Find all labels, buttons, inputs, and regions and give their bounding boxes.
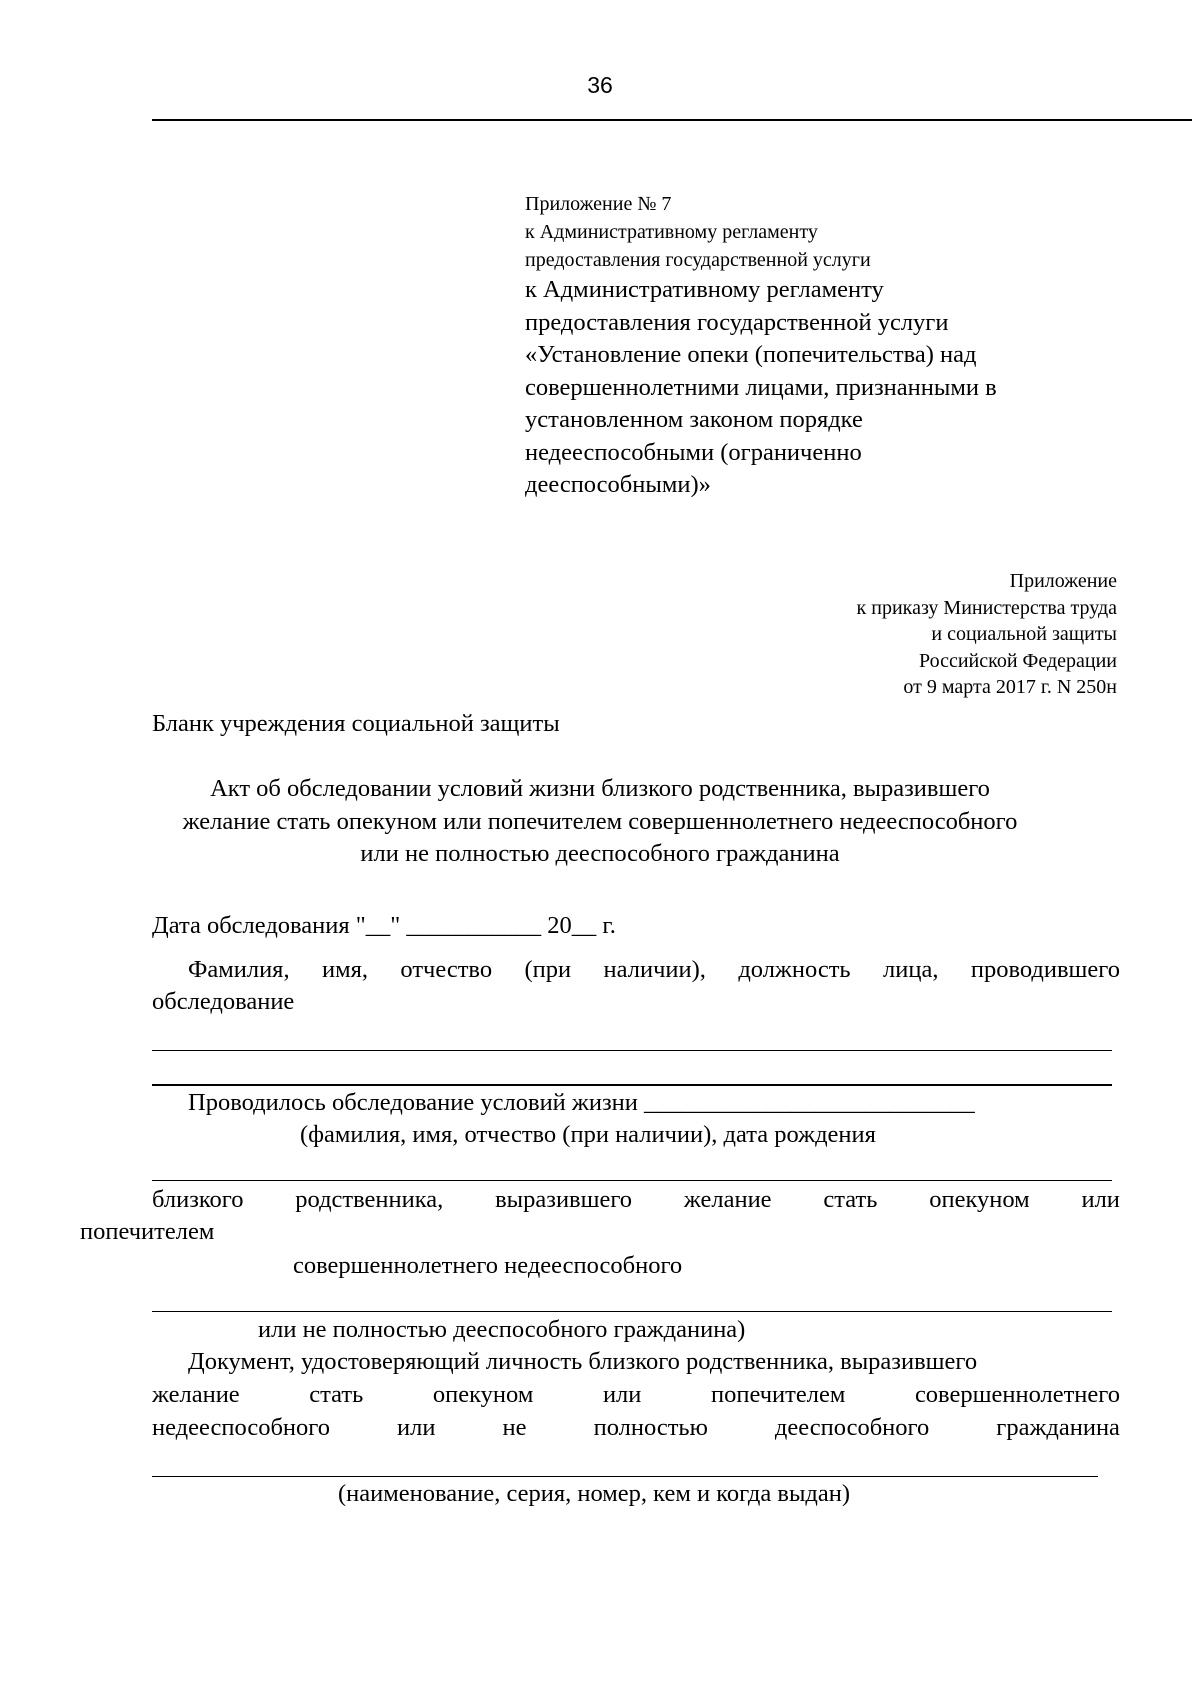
word: совершеннолетнего — [914, 1381, 1120, 1408]
order-line: от 9 марта 2017 г. N 250н — [903, 676, 1117, 698]
word: лица, — [883, 956, 939, 983]
word: желание — [683, 1186, 772, 1213]
word: или — [602, 1381, 642, 1408]
appendix-line: «Установление опеки (попечительства) над — [525, 341, 977, 368]
order-line: к приказу Министерства труда — [856, 596, 1117, 619]
citizen-caption: или не полностью дееспособного гражданина) — [258, 1316, 746, 1343]
appendix-7-block — [525, 190, 997, 502]
word: стать — [309, 1381, 364, 1408]
act-title-line: Акт об обследовании условий жизни близкого родственника, выразившего — [210, 775, 990, 802]
appendix-line: недееспособными (ограниченно — [525, 438, 862, 466]
inspector-line-2: обследование — [152, 988, 295, 1015]
word: близкого — [152, 1186, 244, 1213]
order-line: и социальной защиты — [931, 623, 1117, 645]
word: наличии), — [603, 956, 706, 983]
conducted-line: Проводилось обследование условий жизни ___________________________ — [188, 1089, 975, 1116]
conducted-caption: (фамилия, имя, отчество (при наличии), дата рождения — [300, 1121, 876, 1148]
appendix-line: совершеннолетними лицами, признанными в — [525, 373, 997, 401]
appendix-line: к Административному регламенту — [525, 276, 884, 303]
fill-in-line[interactable] — [152, 1084, 1112, 1086]
word: недееспособного — [152, 1414, 330, 1441]
order-reference-block — [857, 568, 1117, 701]
document-line-1: Документ, удостоверяющий личность близкого родственника, выразившего — [188, 1348, 978, 1375]
word: Фамилия, — [188, 956, 290, 983]
appendix-line: установленном законом порядке — [525, 406, 863, 433]
word: проводившего — [970, 956, 1120, 983]
exam-date: Дата обследования "__" ___________ 20__ г. — [152, 912, 616, 939]
word: выразившего — [495, 1186, 633, 1213]
word: полностью — [593, 1414, 708, 1441]
page-number: 36 — [587, 72, 613, 98]
fill-in-line[interactable] — [152, 1311, 1112, 1312]
appendix-line: дееспособными)» — [525, 471, 711, 498]
appendix-line: Приложение № 7 — [525, 193, 672, 215]
word: (при — [524, 956, 572, 983]
word: должность — [738, 956, 851, 983]
word: желание — [152, 1381, 240, 1408]
act-title — [0, 773, 1200, 871]
document-line-3 — [152, 1414, 1120, 1442]
header-rule — [152, 119, 1192, 121]
word: родственника, — [295, 1186, 444, 1213]
word: не — [502, 1414, 527, 1441]
appendix-line: к Административному регламенту — [525, 221, 818, 243]
word: имя, — [321, 956, 368, 983]
word: отчество — [400, 956, 493, 983]
fill-in-line[interactable] — [152, 1050, 1112, 1051]
word: опекуном — [432, 1381, 534, 1408]
word: или — [1081, 1186, 1120, 1213]
act-title-line: или не полностью дееспособного гражданина — [360, 840, 840, 867]
word: дееспособного — [774, 1414, 930, 1441]
act-title-line: желание стать опекуном или попечителем совершеннолетнего недееспособного — [182, 807, 1018, 835]
relative-line-2: попечителем — [80, 1218, 215, 1245]
word: попечителем — [710, 1381, 846, 1408]
order-line: Приложение — [1009, 570, 1117, 592]
inspector-words — [188, 956, 1120, 984]
relative-words — [152, 1186, 1120, 1214]
fill-in-line[interactable] — [152, 1180, 1112, 1181]
appendix-line: предоставления государственной услуги — [525, 249, 871, 271]
document-caption: (наименование, серия, номер, кем и когда выдан) — [338, 1480, 851, 1507]
inspector-line — [188, 956, 1120, 984]
word: гражданина — [996, 1414, 1120, 1441]
word: опекуном — [929, 1186, 1030, 1213]
blank-label: Бланк учреждения социальной защиты — [152, 710, 560, 737]
relative-line — [152, 1186, 1120, 1214]
order-line: Российской Федерации — [918, 649, 1117, 672]
document-words — [152, 1381, 1120, 1409]
appendix-line: предоставления государственной услуги — [525, 308, 949, 336]
relative-line-3: совершеннолетнего недееспособного — [293, 1252, 683, 1279]
word: стать — [823, 1186, 878, 1213]
fill-in-line[interactable] — [152, 1476, 1098, 1477]
document-line-2 — [152, 1381, 1120, 1409]
document-words — [152, 1414, 1120, 1442]
word: или — [397, 1414, 436, 1441]
